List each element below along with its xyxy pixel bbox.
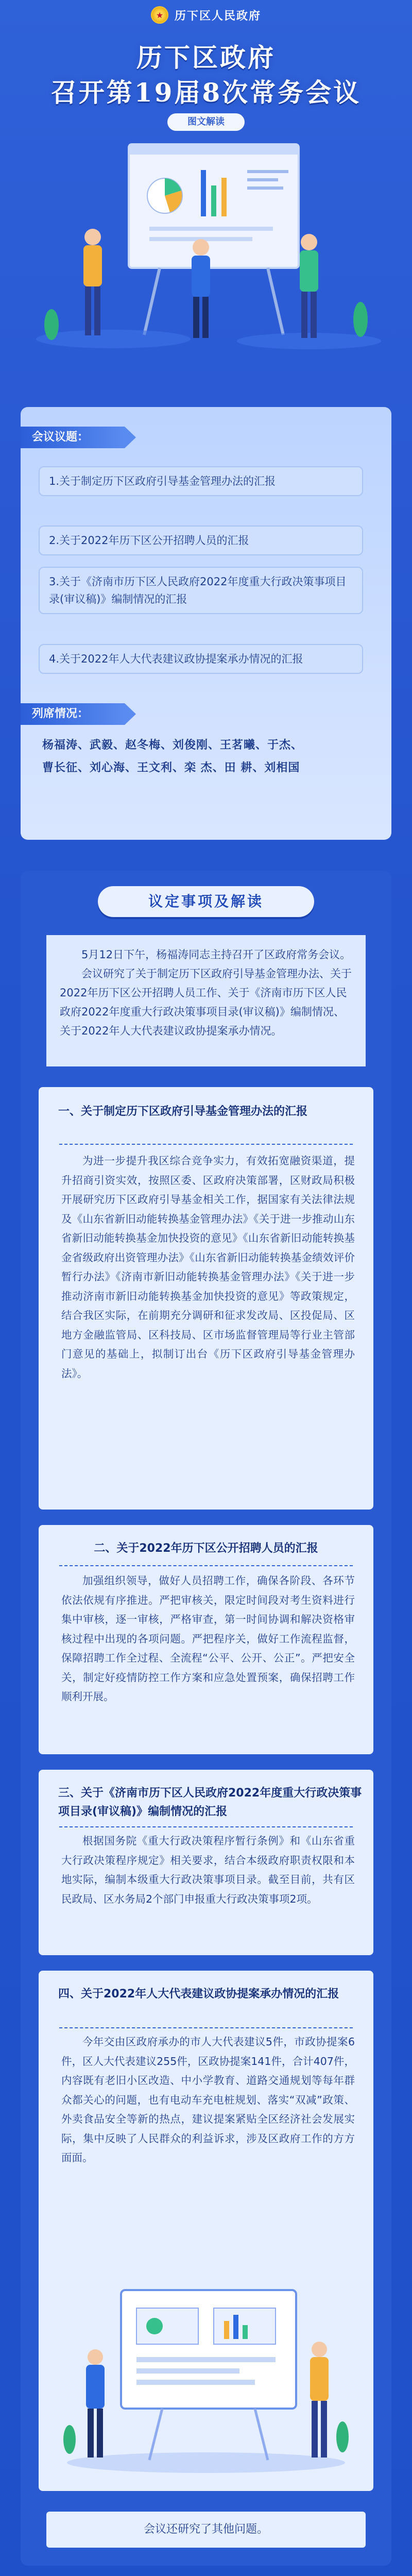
org-name: 历下区人民政府 bbox=[174, 9, 261, 23]
intro-paragraph-2: 会议研究了关于制定历下区政府引导基金管理办法、关于2022年历下区公开招聘人员工作、关于《济南市历下区人民政府2022年度重大行政决策事项目录(审议稿)》编制情况、关于2022年人大代表建议政协提案承办情况。 bbox=[60, 968, 352, 1037]
category-tag: 图文解读 bbox=[167, 113, 245, 131]
intro-box bbox=[46, 935, 366, 1066]
decision-card-4 bbox=[39, 1971, 373, 2491]
divider bbox=[59, 1565, 353, 1566]
agenda-item-4: 4.关于2022年人大代表建议政协提案承办情况的汇报 bbox=[39, 644, 363, 674]
decision-body-4: 今年交由区政府承办的市人大代表建议5件，市政协提案6件，区人大代表建议255件，区政协提案141件，合计407件，内容既有老旧小区改造、中小学教育、道路交通规划等每年群众都关心的问题，也有电动车充电桩规划、落实“双减”政策、外卖食品安全等新的热点，建议提案紧贴全区经济社会发展实际，集中反映了人民群众的利益诉求，涉及区政府工作的方方面面。 bbox=[61, 2036, 355, 2164]
brand-bar bbox=[0, 6, 412, 24]
decision-title-1: 一、关于制定历下区政府引导基金管理办法的汇报 bbox=[58, 1105, 308, 1118]
attendees-list bbox=[42, 734, 372, 779]
divider bbox=[59, 1826, 353, 1827]
page-title-line2: 召开第19届8次常务会议 bbox=[50, 77, 362, 108]
decision-card-3 bbox=[39, 1770, 373, 1955]
emblem-icon: ★ bbox=[151, 6, 168, 24]
decision-card-1 bbox=[39, 1087, 373, 1510]
decision-body-2: 加强组织领导，做好人员招聘工作，确保各阶段、各环节依法依规有序推进。严把审核关，限定时间段对考生资料进行集中审核，逐一审核，严格审查，第一时间协调和解决资格审核过程中出现的各项问题。严把程序关，做好工作流程监督，保障招聘工作全过程、全流程“公平、公开、公正”。严把安全关，制定好疫情防控工作方案和应急处置预案，确保招聘工作顺利开展。 bbox=[61, 1574, 355, 1703]
decision-body-1: 为进一步提升我区综合竞争实力，有效拓宽融资渠道，提升招商引资实效，按照区委、区政府决策部署，区财政局积极开展研究历下区政府引导基金相关工作，据国家有关法律法规及《山东省新旧动能转换基金管理办法》《关于进一步推动山东省新旧动能转换基金加快投资的意见》《山东省新旧动能转换基金省级政府出资管理办法》《山东省新旧动能转换基金绩效评价暂行办法》《济南市新旧动能转换基金管理办法》《关于进一步推动济南市新旧动能转换基金加快投资的意见》等政策规定，结合我区实际，在前期充分调研和征求发改局、区投促局、区地方金融监管局、区科技局、区市场监督管理局等行业主管部门意见的基础上，拟制订出台《历下区政府引导基金管理办法》。 bbox=[61, 1155, 355, 1380]
attendees-line-1: 杨福涛、武毅、赵冬梅、刘俊刚、王茗曦、于杰、 bbox=[42, 739, 303, 752]
planning-illustration bbox=[59, 2259, 353, 2476]
agenda-ribbon: 会议议题： bbox=[21, 427, 125, 448]
decision-title-3: 三、关于《济南市历下区人民政府2022年度重大行政决策事项目录(审议稿)》编制情况的汇报 bbox=[58, 1787, 362, 1818]
agenda-item-1: 1.关于制定历下区政府引导基金管理办法的汇报 bbox=[39, 466, 363, 496]
intro-paragraph-1: 5月12日下午，杨福涛同志主持召开了区政府常务会议。 bbox=[81, 948, 351, 961]
divider bbox=[59, 1144, 353, 1145]
attendees-ribbon: 列席情况： bbox=[21, 703, 125, 725]
attendees-line-2: 曹长征、刘心海、王文利、栾 杰、田 耕、刘相国 bbox=[42, 761, 300, 774]
decision-body-3: 根据国务院《重大行政决策程序暂行条例》和《山东省重大行政决策程序规定》相关要求，结合本级政府职责权限和本地实际，编制本级重大行政决策事项目录。截至目前，共有区民政局、区水务局2个部门申报重大行政决策事项2项。 bbox=[61, 1835, 355, 1905]
decision-title-2: 二、关于2022年历下区公开招聘人员的汇报 bbox=[94, 1542, 318, 1555]
meeting-illustration bbox=[31, 139, 381, 355]
divider bbox=[59, 2027, 353, 2028]
decisions-heading: 议定事项及解读 bbox=[98, 886, 314, 917]
decision-card-2 bbox=[39, 1525, 373, 1754]
decision-title-4: 四、关于2022年人大代表建议政协提案承办情况的汇报 bbox=[58, 1988, 339, 2001]
page-title-line1: 历下区政府 bbox=[136, 42, 276, 73]
footer-note: 会议还研究了其他问题。 bbox=[46, 2512, 366, 2548]
agenda-item-2: 2.关于2022年历下区公开招聘人员的汇报 bbox=[39, 526, 363, 555]
agenda-item-3: 3.关于《济南市历下区人民政府2022年度重大行政决策事项目录(审议稿)》编制情况的汇报 bbox=[39, 567, 363, 614]
